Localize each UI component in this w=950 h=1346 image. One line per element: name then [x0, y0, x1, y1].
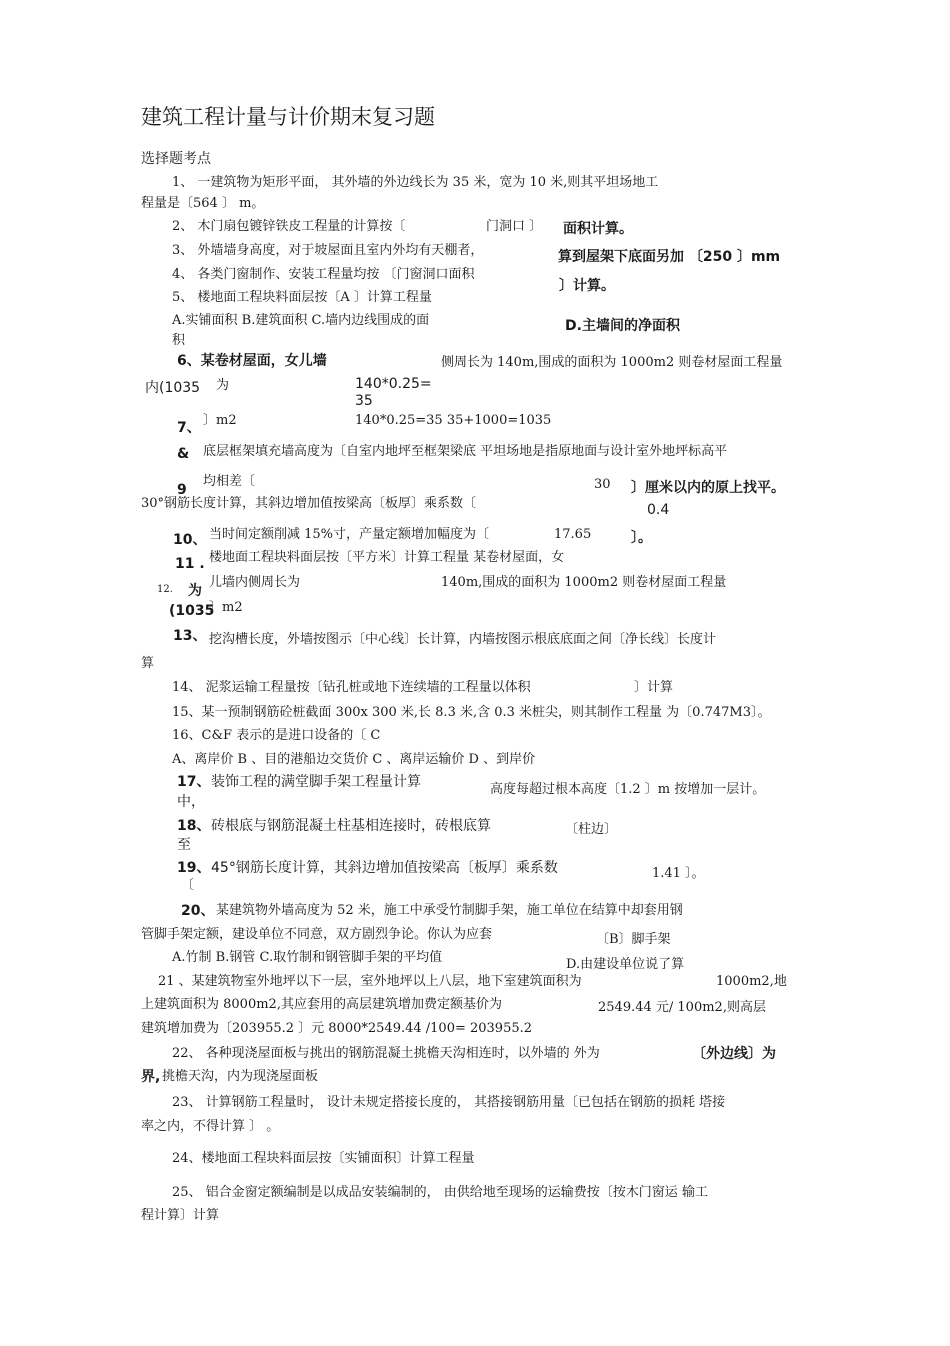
question-20-number: 20、: [181, 903, 215, 919]
question-6-calc: 140*0.25=: [355, 376, 432, 392]
question-6-calc-result: 35: [355, 393, 373, 409]
question-2-tail: 面积计算。: [563, 221, 633, 237]
question-16-options: A、离岸价 B 、目的港船边交货价 C 、离岸运输价 D 、到岸价: [172, 752, 536, 767]
question-18-text: 砖根底与钢筋混凝土柱基相连接时，砖根底算: [211, 818, 491, 834]
question-25-text: 25、 铝合金窗定额编制是以成品安装编制的， 由供给地至现场的运输费按〔按木门窗运 输工: [172, 1185, 708, 1200]
question-5-text: 5、 楼地面工程块料面层按〔A 〕计算工程量: [172, 290, 432, 305]
question-20-text: 某建筑物外墙高度为 52 米，施工中承受竹制脚手架，施工单位在结算中却套用钢: [216, 903, 683, 918]
question-12-number: 12.: [157, 584, 173, 595]
question-19-number: 19、: [177, 860, 211, 876]
question-18-text-cont: 至: [177, 837, 191, 853]
question-8-text-cont: 均相差〔: [203, 474, 256, 489]
question-23-text: 23、 计算钢筋工程量时， 设计未规定搭接长度的， 其搭接钢筋用量〔已包括在钢筋的损耗 塔接: [172, 1095, 726, 1110]
question-21-text: 21 、某建筑物室外地坪以下一层，室外地坪以上八层，地下室建筑面积为: [158, 974, 582, 989]
question-5-options-cont: 积: [172, 333, 186, 348]
question-4-text: 4、 各类门窗制作、安装工程量均按 〔门窗洞口面积: [172, 267, 475, 282]
question-18-answer: 〔柱边〕: [565, 822, 618, 837]
question-12-answer: (1035: [169, 603, 215, 619]
question-22-text: 22、 各种现浇屋面板与挑出的钢筋混凝土挑檐天沟相连时，以外墙的 外为: [172, 1046, 600, 1061]
question-20-answer: 〔B〕脚手架: [596, 932, 671, 947]
question-13-text-cont: 算: [141, 656, 155, 671]
question-6-text: 6、某卷材屋面，女儿墙: [177, 353, 327, 369]
page-title: 建筑工程计量与计价期末复习题: [141, 105, 435, 129]
question-10-number: 10、: [173, 532, 207, 548]
question-6-answer: 内(1035: [145, 380, 201, 396]
question-11-text: 楼地面工程块料面层按〔平方米〕计算工程量 某卷材屋面，女: [209, 550, 565, 565]
question-7-unit: 〕m2: [203, 413, 237, 428]
question-21-text-b: 1000m2,地: [716, 974, 787, 989]
question-21-text-d: 2549.44 元/ 100m2,则高层: [598, 1000, 766, 1015]
question-20-option-d: D.由建设单位说了算: [566, 957, 685, 972]
question-1-line-2: 程量是〔564 〕 m。: [141, 196, 265, 211]
question-15-text: 15、某一预制钢筋砼桩截面 300x 300 米,长 8.3 米,含 0.3 米桩尖，则其制作工程量 为〔0.747M3〕。: [172, 705, 771, 720]
question-10-answer: 17.65: [554, 527, 592, 542]
question-10-tail: 〕。: [631, 530, 652, 546]
question-8-text: 底层框架填充墙高度为〔自室内地坪至框架梁底 平坦场地是指原地面与设计室外地坪标高平: [203, 444, 728, 459]
question-2-answer: 门洞口 〕: [486, 219, 543, 234]
question-1-line-1: 1、 一建筑物为矩形平面， 其外墙的外边线长为 35 米，宽为 10 米,则其平坦场地工: [172, 175, 659, 190]
question-3-text: 3、 外墙墙身高度，对于坡屋面且室内外均有天棚者，: [172, 243, 484, 258]
question-2-text: 2、 木门扇包镀锌铁皮工程量的计算按〔: [172, 219, 406, 234]
question-9-value: 30: [594, 477, 611, 492]
question-20-options: A.竹制 B.钢管 C.取竹制和钢管脚手架的平均值: [172, 950, 443, 965]
question-5-options: A.实铺面积 B.建筑面积 C.墙内边线围成的面: [172, 313, 430, 328]
question-7-number: 7、: [177, 420, 201, 436]
question-9-number: 9: [177, 482, 187, 498]
question-13-number: 13、: [173, 628, 207, 644]
question-6-text-cont: 侧周长为 140m,围成的面积为 1000m2 则卷材屋面工程量: [441, 355, 783, 370]
question-9-answer: 0.4: [647, 502, 670, 518]
question-19-text: 45°钢筋长度计算，其斜边增加值按梁高〔板厚〕乘系数: [211, 860, 558, 876]
section-heading: 选择题考点: [141, 151, 211, 167]
question-21-text-c: 上建筑面积为 8000m2,其应套用的高层建筑增加费定额基价为: [141, 997, 502, 1012]
question-17-answer: 高度每超过根本高度〔1.2 〕m 按增加一层计。: [490, 782, 766, 797]
question-9-text: 30°钢筋长度计算，其斜边增加值按梁高〔板厚〕乘系数〔: [141, 496, 477, 511]
question-7-calc: 140*0.25=35 35+1000=1035: [355, 413, 552, 428]
question-12-wei: 为: [188, 583, 202, 599]
question-18-number: 18、: [177, 818, 211, 834]
question-12-unit: 〕m2: [209, 600, 243, 615]
question-17-text: 装饰工程的满堂脚手架工程量计算: [211, 774, 421, 790]
question-6-wei: 为: [216, 378, 230, 393]
question-3-answer: 算到屋架下底面另加 〔250 〕mm: [558, 249, 781, 265]
question-17-text-cont: 中，: [177, 794, 205, 810]
question-24-text: 24、楼地面工程块料面层按〔实铺面积〕计算工程量: [172, 1151, 475, 1166]
question-14-text: 14、 泥浆运输工程量按〔钻孔桩或地下连续墙的工程量以体积: [172, 680, 531, 695]
question-8-number: &: [177, 446, 190, 462]
question-19-bracket: 〔: [181, 878, 195, 893]
question-10-text: 当时间定额削减 15%寸，产量定额增加幅度为〔: [209, 527, 490, 542]
question-22-text-cont: 挑檐天沟，内为现浇屋面板: [162, 1069, 319, 1084]
question-12-text: 儿墙内侧周长为: [209, 575, 301, 590]
question-19-answer: 1.41 〕。: [652, 866, 705, 881]
question-20-text-cont: 管脚手架定额，建设单位不同意，双方剧烈争论。你认为应套: [141, 927, 493, 942]
question-14-tail: 〕计算: [634, 680, 674, 695]
question-12-text-cont: 140m,围成的面积为 1000m2 则卷材屋面工程量: [441, 575, 727, 590]
question-22-answer: 〔外边线〕为: [692, 1046, 776, 1062]
question-13-text: 挖沟槽长度，外墙按图示〔中心线〕长计算，内墙按图示根底底面之间〔净长线〕长度计: [209, 632, 717, 647]
question-23-text-cont: 率之内，不得计算 〕 。: [141, 1119, 280, 1134]
question-22-jie: 界,: [141, 1069, 161, 1085]
question-17-number: 17、: [177, 774, 211, 790]
question-25-text-cont: 程计算〕计算: [141, 1208, 220, 1223]
question-16-text: 16、C&F 表示的是进口设备的〔 C: [172, 728, 381, 743]
question-4-tail: 〕计算。: [559, 278, 615, 294]
question-5-option-d: D.主墙间的净面积: [565, 318, 680, 334]
question-21-answer: 建筑增加费为〔203955.2 〕元 8000*2549.44 /100= 203955.2: [141, 1021, 533, 1036]
question-11-number: 11 .: [175, 556, 205, 572]
question-9-tail: 〕厘米以内的原上找平。: [631, 480, 785, 496]
